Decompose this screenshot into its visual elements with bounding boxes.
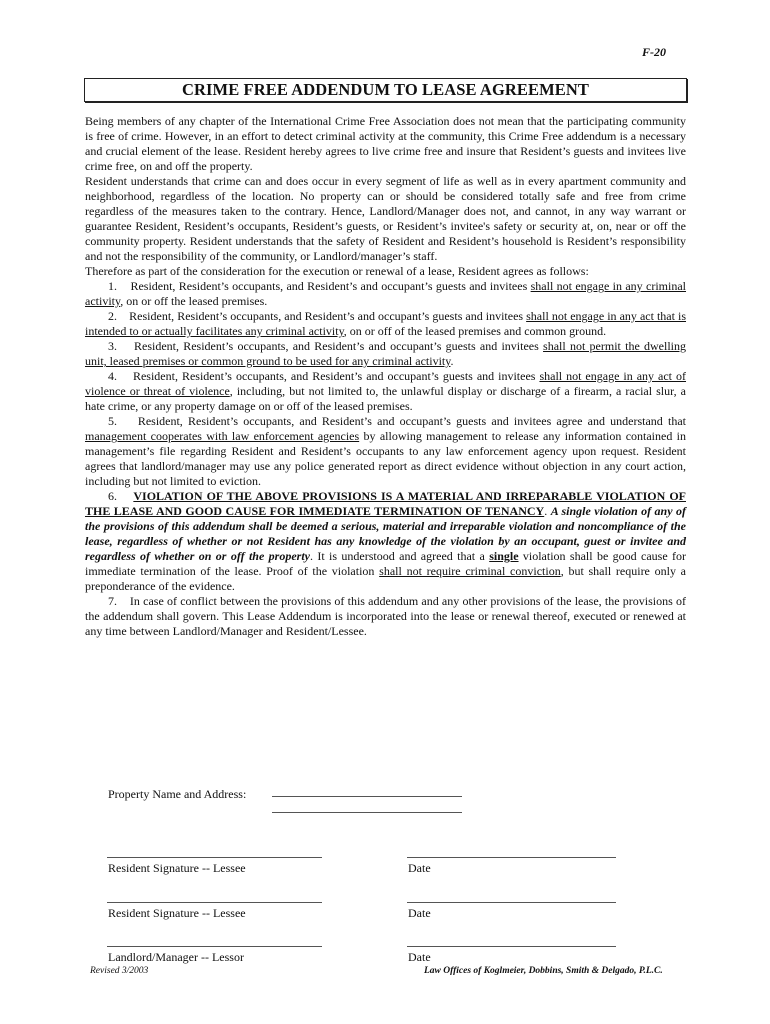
document-title: CRIME FREE ADDENDUM TO LEASE AGREEMENT bbox=[181, 80, 590, 99]
provision-1 bbox=[85, 279, 686, 309]
provision-number: 7. bbox=[108, 594, 117, 608]
provision-bold-underlined: single bbox=[489, 549, 519, 563]
provision-number: 2. bbox=[108, 309, 117, 323]
provision-underlined: shall not require criminal conviction bbox=[379, 564, 561, 578]
provision-number: 3. bbox=[108, 339, 117, 353]
provision-text: , but shall require only a preponderance of the evidence. bbox=[85, 564, 687, 593]
law-office-credit: Law Offices of Koglmeier, Dobbins, Smith & Delgado, P.L.C. bbox=[424, 966, 663, 976]
date-label-2: Date bbox=[408, 906, 431, 920]
provision-text: , on or off of the leased premises and common ground. bbox=[343, 324, 607, 338]
provision-underlined: shall not engage in any criminal activity bbox=[85, 279, 687, 308]
provision-5 bbox=[85, 414, 686, 489]
provision-text: In case of conflict between the provisions of this addendum and any other provisions of the lease, the provisions of the addendum shall govern. This Lease Addendum is incorporated into the lease or renewal thereof, executed or renewed at any time between Landlord/Manager and Resident/Lessee. bbox=[85, 594, 687, 638]
provision-text: . bbox=[450, 354, 454, 368]
provision-3 bbox=[85, 339, 686, 369]
provision-text: Resident, Resident’s occupants, and Resident’s and occupant’s guests and invitees bbox=[130, 279, 531, 293]
provision-text: Resident, Resident’s occupants, and Resident’s and occupant’s guests and invitees bbox=[133, 339, 544, 353]
provision-underlined: management cooperates with law enforcement agencies bbox=[85, 429, 360, 443]
provision-number: 5. bbox=[108, 414, 117, 428]
provision-underlined: shall not engage in any act of violence or threat of violence bbox=[85, 369, 687, 398]
provision-underlined: shall not permit the dwelling unit, leased premises or common ground to be used for any criminal activity bbox=[85, 339, 687, 368]
intro-paragraph: Being members of any chapter of the International Crime Free Association does not mean that the participating community is free of crime. However, in an effort to detect criminal activity at the community, this Crime Free addendum is a necessary and crucial element of the lease. Resident hereby agrees to live crime free and insure that Resident’s guests and invitees live crime free, on and off the property. bbox=[85, 114, 686, 173]
provision-number: 4. bbox=[108, 369, 117, 383]
date-line-1[interactable] bbox=[407, 857, 616, 858]
provision-text: . bbox=[544, 504, 551, 518]
understanding-paragraph: Resident understands that crime can and does occur in every segment of life as well as in every apartment community and neighborhood, regardless of the location. No property can or should be considered totally safe and free from crime regardless of the measures taken to the contrary. Hence, Landlord/Manager does not, and cannot, in any way warrant or guarantee Resident, Resident’s occupants, Resident’s guests, or Resident’s invitee's safety or security at, on, near or off the community property. Resident understands that the safety of Resident and Resident’s household is Resident’s responsibility and not the responsibility of the community, or Landlord/manager’s staff. bbox=[85, 174, 686, 263]
provision-text: Resident, Resident’s occupants, and Resident’s and occupant’s guests and invitees bbox=[132, 369, 540, 383]
provision-4 bbox=[85, 369, 686, 414]
revision-note: Revised 3/2003 bbox=[90, 966, 149, 976]
resident-signature-label-2: Resident Signature -- Lessee bbox=[108, 906, 246, 920]
property-label: Property Name and Address: bbox=[108, 787, 247, 801]
document-body bbox=[85, 114, 686, 639]
provision-text: Resident, Resident’s occupants, and Resident’s and occupant’s guests and invitees agree and understand that bbox=[137, 414, 686, 428]
provision-6 bbox=[85, 489, 686, 594]
provision-number: 6. bbox=[108, 489, 117, 503]
resident-signature-line-2[interactable] bbox=[107, 902, 322, 903]
provision-text: , including, but not limited to, the unlawful display or discharge of a firearm, a racial slur, a hate crime, or any property damage on or off of the leased premises. bbox=[85, 384, 686, 413]
landlord-signature-line[interactable] bbox=[107, 946, 322, 947]
provision-bold-underlined: VIOLATION OF THE ABOVE PROVISIONS IS A MATERIAL AND IRREPARABLE VIOLATION OF THE LEASE AND GOOD CAUSE FOR IMMEDIATE TERMINATION OF TENANCY bbox=[85, 489, 686, 518]
provision-text: , on or off the leased premises. bbox=[120, 294, 268, 308]
resident-signature-line-1[interactable] bbox=[107, 857, 322, 858]
provision-bold-italic: A single violation of any of the provisions of this addendum shall be deemed a serious, material and irreparable violation and noncompliance of the lease, regardless of whether or not Resident has any knowledge of the violation by an occupant, guest or invitee and regardless of whether on or off the property bbox=[85, 504, 687, 563]
resident-signature-label-1: Resident Signature -- Lessee bbox=[108, 861, 246, 875]
date-line-2[interactable] bbox=[407, 902, 616, 903]
provision-number: 1. bbox=[108, 279, 117, 293]
provision-text: Resident, Resident’s occupants, and Resident’s and occupant’s guests and invitees bbox=[129, 309, 527, 323]
date-label-3: Date bbox=[408, 950, 431, 964]
provision-2 bbox=[85, 309, 686, 339]
property-address-line-1[interactable] bbox=[272, 796, 462, 797]
provision-text: by allowing management to release any information contained in management’s file regarding Resident and Resident’s occupants to any law enforcement agency upon request. Resident agrees that landlord/manager may use any police generated report as direct evidence without objection in any court action, including but not limited to eviction. bbox=[85, 429, 686, 488]
date-label-1: Date bbox=[408, 861, 431, 875]
date-line-3[interactable] bbox=[407, 946, 616, 947]
provision-text: . It is understood and agreed that a bbox=[310, 549, 490, 563]
provision-text: violation shall be good cause for immediate termination of the lease. Proof of the violation bbox=[85, 549, 687, 578]
provision-7 bbox=[85, 594, 686, 639]
landlord-signature-label: Landlord/Manager -- Lessor bbox=[108, 950, 244, 964]
provision-underlined: shall not engage in any act that is intended to or actually facilitates any criminal activity bbox=[85, 309, 687, 338]
agreement-lead-paragraph: Therefore as part of the consideration for the execution or renewal of a lease, Resident agrees as follows: bbox=[85, 264, 589, 278]
form-id: F-20 bbox=[642, 45, 666, 59]
property-address-line-2[interactable] bbox=[272, 812, 462, 813]
title-box bbox=[84, 78, 687, 102]
